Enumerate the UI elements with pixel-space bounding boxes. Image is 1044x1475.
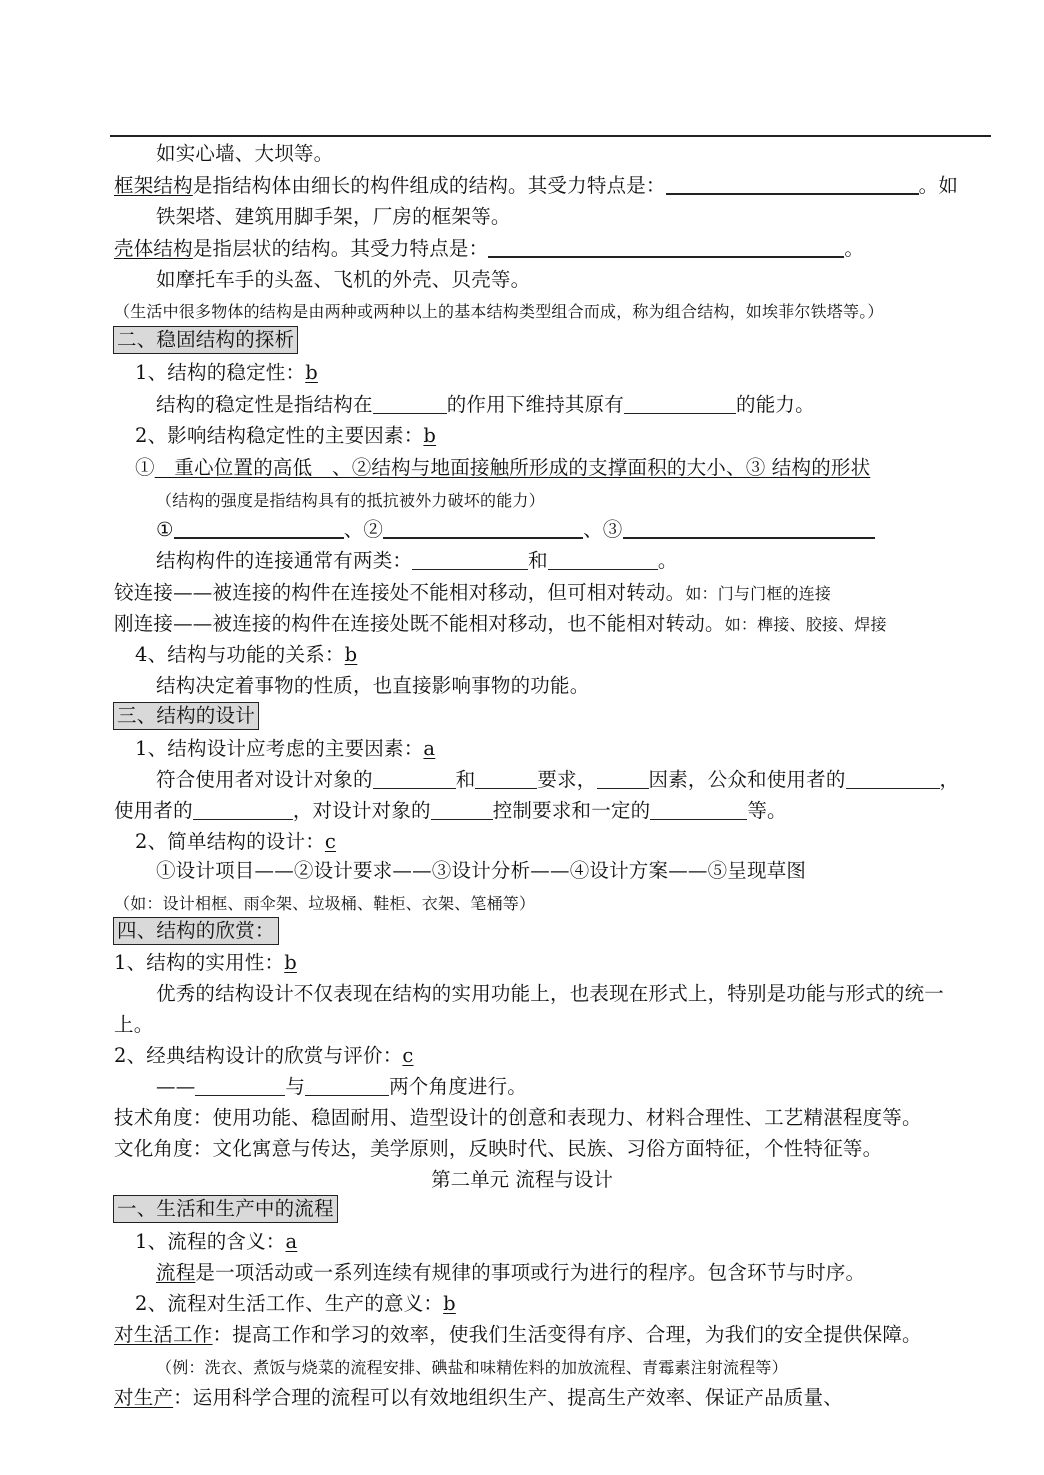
fill-blank[interactable]: [193, 799, 293, 820]
text: 1、结构的稳定性：: [135, 361, 306, 384]
text-line: [156, 857, 806, 885]
level-tag: a: [423, 737, 436, 760]
text: 文化角度：文化寓意与传达，美学原则，反映时代、民族、习俗方面特征，个性特征等。: [114, 1137, 883, 1160]
text: 4、结构与功能的关系：: [135, 643, 345, 666]
section-heading-text: 二、稳固结构的探析: [113, 326, 298, 354]
section-heading-text: 一、生活和生产中的流程: [113, 1195, 338, 1223]
fill-blank[interactable]: [475, 768, 537, 789]
text-line: [114, 579, 831, 608]
section-heading-text: 三、结构的设计: [113, 702, 259, 730]
text-line: [156, 980, 944, 1008]
text: 2、简单结构的设计：: [135, 830, 325, 853]
note-text: （结构的强度是指结构具有的抵抗被外力破坏的能力）: [156, 491, 545, 510]
fill-blank[interactable]: [548, 549, 658, 570]
text: 技术角度：使用功能、稳固耐用、造型设计的创意和表现力、材料合理性、工艺精湛程度等。: [114, 1106, 922, 1129]
note-line: [114, 298, 884, 326]
text: 与: [285, 1075, 306, 1098]
text: ，对设计对象的: [292, 799, 431, 822]
text: 刚连接——被连接的构件在连接处既不能相对移动，也不能相对转动。: [114, 612, 725, 635]
text-line: [114, 1104, 922, 1132]
text-line: [156, 516, 875, 544]
text-line: [114, 1384, 843, 1412]
text: 。如: [918, 174, 959, 197]
text: 的作用下维持其原有: [446, 393, 625, 416]
text: ——: [156, 1075, 196, 1098]
text: ：提高工作和学习的效率，使我们生活变得有序、合理，为我们的安全提供保障。: [212, 1323, 922, 1346]
example-text: 如：榫接、胶接、焊接: [724, 615, 887, 634]
text-line: [114, 1042, 414, 1070]
text-line: [114, 172, 958, 200]
level-tag: a: [285, 1230, 298, 1253]
text: 铁架塔、建筑用脚手架，厂房的框架等。: [156, 205, 511, 228]
answer-text: 重心位置的高低 、②结构与地面接触所形成的支撑面积的大小、③ 结构的形状: [154, 456, 871, 479]
level-tag: c: [402, 1044, 414, 1067]
text: 2、影响结构稳定性的主要因素：: [135, 424, 424, 447]
section-heading: [113, 702, 259, 730]
text: 两个角度进行。: [389, 1075, 528, 1098]
text-line: [135, 1290, 456, 1318]
text-line: [156, 1073, 527, 1101]
text: 1、结构的实用性：: [114, 951, 285, 974]
term-production: 对生产: [114, 1386, 174, 1409]
text-line: [156, 547, 678, 575]
text-line: [114, 235, 864, 263]
fill-blank[interactable]: [174, 517, 344, 539]
text: 如摩托车手的头盔、飞机的外壳、贝壳等。: [156, 268, 531, 291]
level-tag: b: [344, 643, 358, 666]
text-line: [135, 735, 435, 763]
text-line: [114, 1135, 882, 1163]
text: 和: [528, 549, 548, 572]
text: 。: [657, 549, 678, 572]
note-text: （如：设计相框、雨伞架、垃圾桶、鞋柜、衣架、笔桶等）: [114, 894, 536, 913]
text-line: [156, 140, 333, 168]
text: 上。: [114, 1013, 154, 1036]
text-line: [114, 949, 297, 977]
text: ，: [939, 768, 960, 791]
text: 是一项活动或一系列连续有规律的事项或行为进行的程序。包含环节与时序。: [195, 1261, 866, 1284]
fill-blank[interactable]: [624, 393, 736, 414]
text: 符合使用者对设计对象的: [156, 768, 373, 791]
text: 2、流程对生活工作、生产的意义：: [135, 1292, 444, 1315]
level-tag: c: [324, 830, 337, 853]
note-line: [156, 487, 545, 515]
text-line: [135, 828, 336, 856]
text: 结构的稳定性是指结构在: [156, 393, 373, 416]
text-line: [114, 610, 887, 639]
text: 是指结构体由细长的构件组成的结构。其受力特点是：: [192, 174, 666, 197]
text-line: [114, 1321, 922, 1349]
level-tag: b: [443, 1292, 456, 1315]
text: 铰连接——被连接的构件在连接处不能相对移动，但可相对转动。: [114, 581, 686, 604]
text-line: [156, 766, 959, 794]
term-process: 流程: [156, 1261, 196, 1284]
section-heading: [113, 326, 298, 354]
section-heading: [113, 1195, 338, 1223]
level-tag: b: [423, 424, 437, 447]
text: 2、经典结构设计的欣赏与评价：: [114, 1044, 403, 1067]
text: 优秀的结构设计不仅表现在结构的实用功能上，也表现在形式上，特别是功能与形式的统一: [156, 982, 945, 1005]
text: ①: [156, 518, 174, 541]
text-line: [156, 672, 589, 700]
text: 1、结构设计应考虑的主要因素：: [135, 737, 424, 760]
text-line: [156, 391, 815, 419]
text-line: [135, 454, 870, 482]
fill-blank[interactable]: [650, 799, 747, 820]
text: 控制要求和一定的: [492, 799, 651, 822]
text-line: [135, 1228, 297, 1256]
note-line: [156, 1354, 788, 1382]
text-line: [156, 1259, 865, 1287]
fill-blank[interactable]: [373, 393, 447, 414]
unit-title: 第二单元 流程与设计: [431, 1168, 613, 1191]
text-line: [156, 203, 511, 231]
text-line: [135, 641, 357, 669]
text-line: [114, 797, 787, 825]
text: 、②: [343, 518, 384, 541]
text: ①设计项目——②设计要求——③设计分析——④设计方案——⑤呈现草图: [156, 859, 807, 882]
text: 结构决定着事物的性质，也直接影响事物的功能。: [156, 674, 590, 697]
text-line: [156, 266, 530, 294]
fill-blank[interactable]: [623, 517, 875, 539]
term-life-work: 对生活工作: [114, 1323, 213, 1346]
text: 。: [844, 237, 865, 260]
text-line: [135, 422, 436, 450]
note-text: （例：洗衣、煮饭与烧菜的流程安排、碘盐和味精佐料的加放流程、青霉素注射流程等）: [156, 1358, 788, 1377]
text-line: [114, 1011, 153, 1039]
term-shell-structure: 壳体结构: [114, 237, 193, 260]
fill-blank[interactable]: [373, 768, 456, 789]
header-rule: [110, 135, 991, 137]
note-line: [114, 890, 535, 918]
fill-blank[interactable]: [666, 173, 919, 195]
fill-blank[interactable]: [195, 1075, 285, 1096]
fill-blank[interactable]: [846, 768, 940, 789]
note-text: （生活中很多物体的结构是由两种或两种以上的基本结构类型组合而成，称为组合结构，如埃菲尔铁塔等。）: [114, 302, 884, 321]
level-tag: b: [305, 361, 318, 384]
term-frame-structure: 框架结构: [114, 174, 193, 197]
section-heading-text: 四、结构的欣赏：: [113, 917, 279, 945]
section-heading: [113, 917, 279, 945]
text: 结构构件的连接通常有两类：: [156, 549, 413, 572]
text: 、③: [583, 518, 623, 541]
fill-blank[interactable]: [305, 1075, 389, 1096]
fill-blank[interactable]: [488, 236, 844, 258]
level-tag: b: [284, 951, 297, 974]
text-line: [135, 359, 318, 387]
text: 使用者的: [114, 799, 193, 822]
fill-blank[interactable]: [383, 517, 583, 539]
text: 因素，公众和使用者的: [648, 768, 846, 791]
text: 要求，: [537, 768, 597, 791]
text: 等。: [747, 799, 787, 822]
text: 如实心墙、大坝等。: [156, 142, 334, 165]
text: ：运用科学合理的流程可以有效地组织生产、提高生产效率、保证产品质量、: [173, 1386, 843, 1409]
text: ①: [135, 456, 155, 479]
text: 的能力。: [736, 393, 815, 416]
fill-blank[interactable]: [431, 799, 493, 820]
text: 和: [455, 768, 476, 791]
text: 是指层状的结构。其受力特点是：: [192, 237, 489, 260]
fill-blank[interactable]: [597, 768, 649, 789]
text: 1、流程的含义：: [135, 1230, 286, 1253]
example-text: 如：门与门框的连接: [685, 584, 832, 603]
fill-blank[interactable]: [412, 549, 528, 570]
